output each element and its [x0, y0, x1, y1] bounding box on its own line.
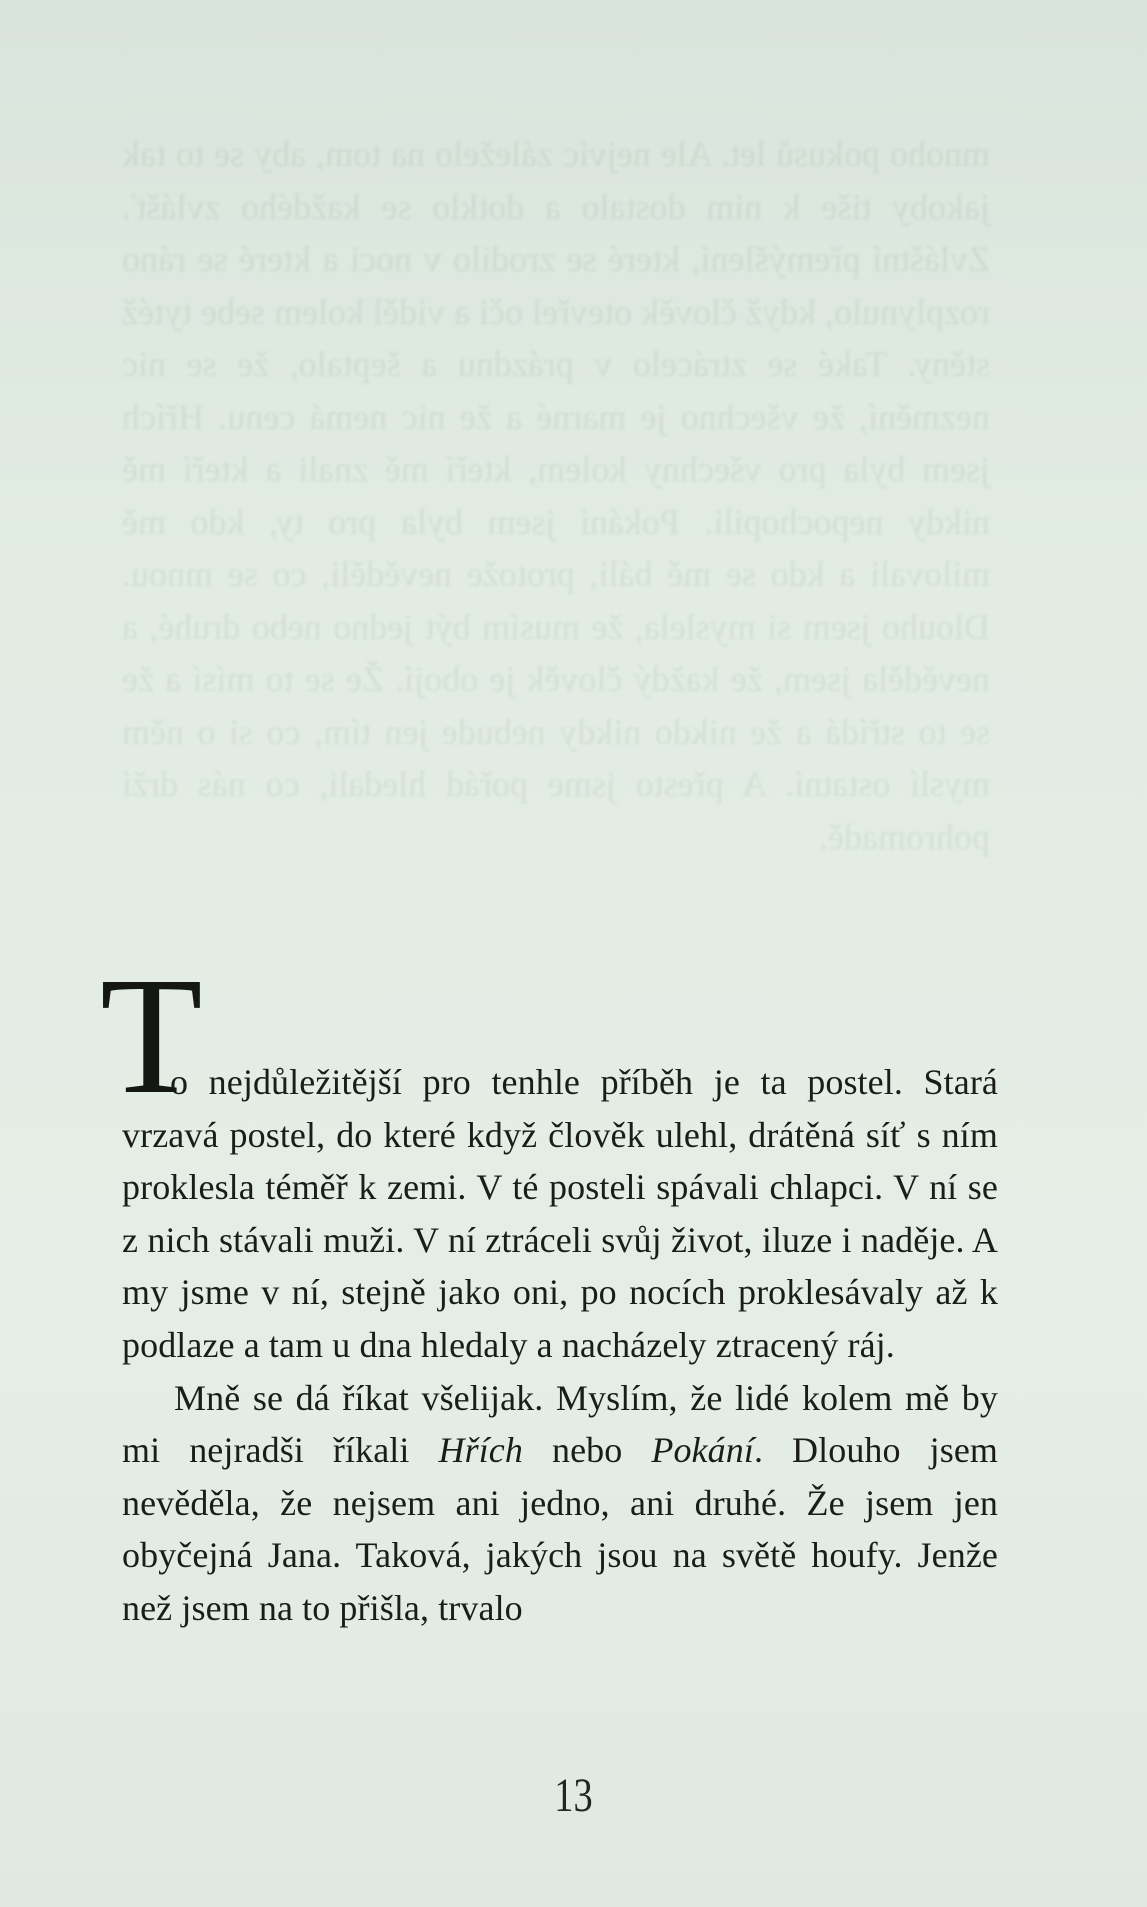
paragraph-1-text: o nejdůležitější pro tenhle příběh je ta postel. Stará vrzavá postel, do které když člověk ulehl, drátěná síť s ním proklesla téměř k zemi. V té posteli spávali chlapci. V ní se z nich stávali muži. V ní ztráceli svůj život, iluze i naděje. A my jsme v ní, stejně jako oni, po nocích proklesávaly až k podlaze a tam u dna hledaly a nacházely ztracený ráj. [122, 1062, 998, 1365]
paragraph-2-mid: nebo [523, 1430, 652, 1471]
body-text [100, 943, 998, 1635]
italic-hrich: Hřích [438, 1430, 523, 1471]
paragraph-2-end: . Dlouho jsem nevěděla, že nejsem ani jedno, ani druhé. Že jsem jen obyčejná Jana. Taková, jakých jsou na světě houfy. Jenže než jsem na to přišla, trvalo [122, 1430, 998, 1628]
italic-pokani: Pokání [651, 1430, 754, 1471]
page-number: 13 [554, 1769, 593, 1822]
paragraph-2 [122, 1372, 998, 1635]
show-through-text: mnoho pokusů let. Ale nejvíc záleželo na tom, aby se to tak jakoby tiše k nim dostalo a dotklo se každého zvlášť. Zvláštní přemýšlení, které se zrodilo v noci a které se ráno rozplynulo, když člověk otevřel oči a viděl kolem sebe tytéž stěny. Také se ztrácelo v prázdnu a šeptalo, že se nic nezmění, že všechno je marné a že nic nemá cenu. Hřích jsem byla pro všechny kolem, kteří mě znali a kteří mě nikdy nepochopili. Pokání jsem byla pro ty, kdo mě milovali a kdo se mě báli, protože nevěděli, co se mnou. Dlouho jsem si myslela, že musím být jedno nebo druhé, a nevěděla jsem, že každý člověk je obojí. Že se to mísí a že se to střídá a že nikdo nikdy nebude jen tím, co si o něm myslí ostatní. A přesto jsme pořád hledali, co nás drží pohromadě. [122, 134, 990, 857]
drop-cap: T [100, 943, 203, 1129]
paragraph-1 [100, 943, 998, 1372]
paragraph-2-start: Mně se dá říkat všelijak. Myslím, že lidé kolem mě by mi nejradši říkali [122, 1377, 998, 1471]
